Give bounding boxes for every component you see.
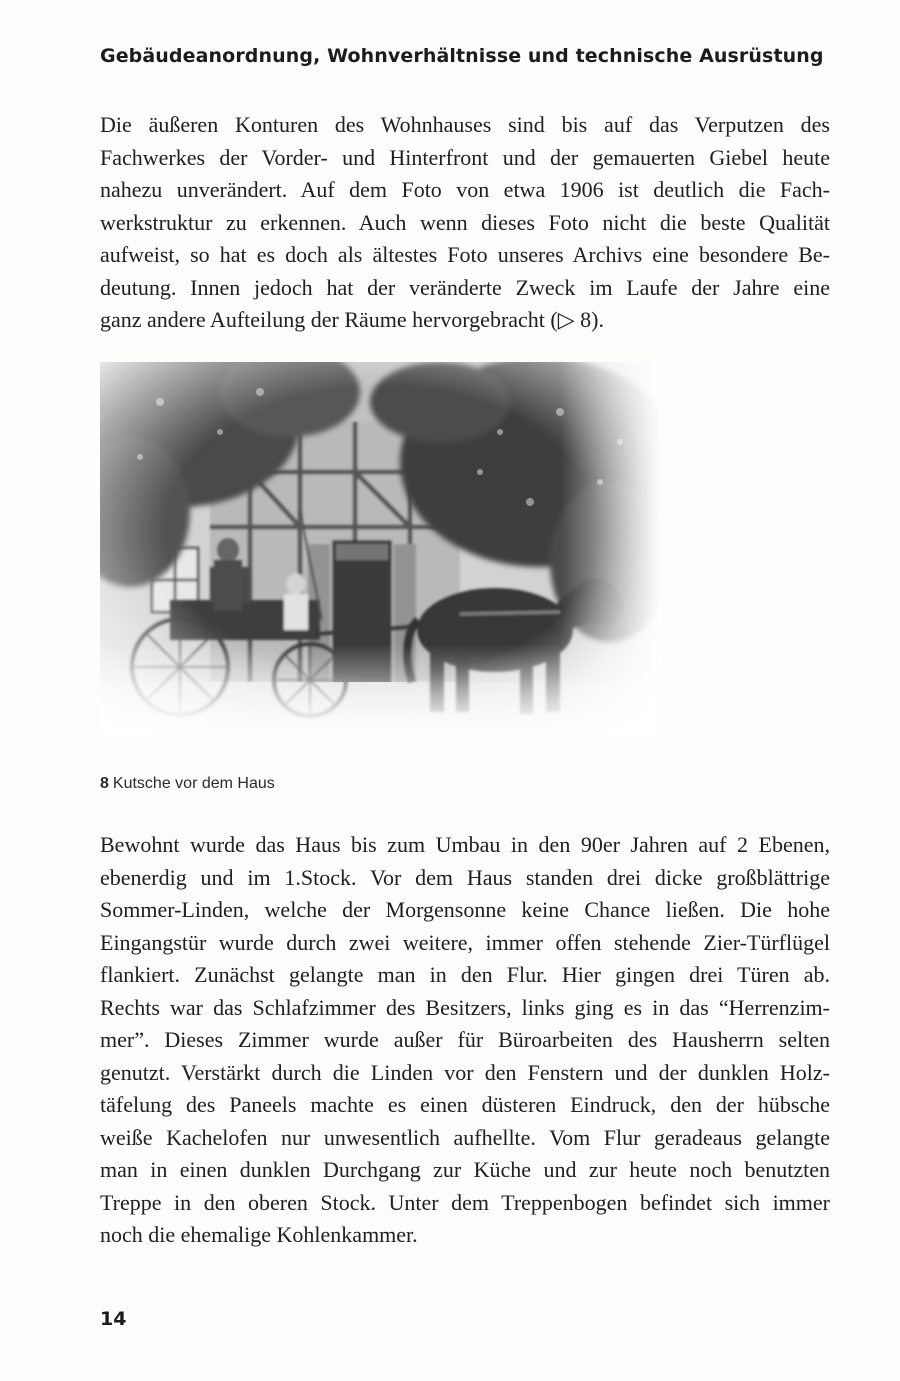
figure-number: 8 xyxy=(100,775,109,792)
text-line: nahezu unverändert. Auf dem Foto von etwa 1906 ist deutlich die Fach- xyxy=(100,177,830,202)
text-line: werkstruktur zu erkennen. Auch wenn dieses Foto nicht die beste Qualität xyxy=(100,209,830,235)
text-line: genutzt. Verstärkt durch die Linden vor den Fenstern und der dunklen Holz- xyxy=(100,1059,830,1085)
text-line: Die äußeren Konturen des Wohnhauses sind bis auf das Verputzen des xyxy=(100,112,830,137)
text-line: täfelung des Paneels machte es einen düsteren Eindruck, den der hübsche xyxy=(100,1092,830,1117)
text-line: Treppe in den oberen Stock. Unter dem Treppenbogen befindet sich immer xyxy=(100,1189,830,1215)
text-line: flankiert. Zunächst gelangte man in den Flur. Hier gingen drei Türen ab. xyxy=(100,962,830,987)
figure-caption-text: Kutsche vor dem Haus xyxy=(112,775,275,792)
text-line: Fachwerkes der Vorder- und Hinterfront und der gemauerten Giebel heute xyxy=(100,144,830,170)
text-line: ganz andere Aufteilung der Räume hervorgebracht (▷ 8). xyxy=(100,307,604,332)
text-line: Rechts war das Schlafzimmer des Besitzers, links ging es in das “Herrenzim- xyxy=(100,994,830,1020)
page-number: 14 xyxy=(100,1308,127,1330)
paragraph-living xyxy=(100,829,830,1252)
text-line: mer”. Dieses Zimmer wurde außer für Büroarbeiten des Hausherrn selten xyxy=(100,1027,830,1052)
historic-photo-carriage xyxy=(100,362,662,738)
text-line: ebenerdig und im 1.Stock. Vor dem Haus standen drei dicke großblättrige xyxy=(100,864,830,890)
text-line: Bewohnt wurde das Haus bis zum Umbau in den 90er Jahren auf 2 Ebenen, xyxy=(100,832,830,857)
section-heading: Gebäudeanordnung, Wohnverhältnisse und technische Ausrüstung xyxy=(100,45,824,67)
text-line: Eingangstür wurde durch zwei weitere, immer offen stehende Zier-Türflügel xyxy=(100,929,830,955)
text-line: aufweist, so hat es doch als ältestes Foto unseres Archivs eine besondere Be- xyxy=(100,242,830,267)
text-line: Sommer-Linden, welche der Morgensonne keine Chance ließen. Die hohe xyxy=(100,897,830,922)
text-line: noch die ehemalige Kohlenkammer. xyxy=(100,1222,418,1247)
text-line: weiße Kachelofen nur unwesentlich aufhellte. Vom Flur geradeaus gelangte xyxy=(100,1124,830,1150)
figure-caption xyxy=(100,773,275,795)
text-line: deutung. Innen jedoch hat der veränderte Zweck im Laufe der Jahre eine xyxy=(100,274,830,300)
photo-illustration xyxy=(100,362,662,738)
paragraph-intro xyxy=(100,109,830,337)
text-line: man in einen dunklen Durchgang zur Küche und zur heute noch benutzten xyxy=(100,1157,830,1182)
